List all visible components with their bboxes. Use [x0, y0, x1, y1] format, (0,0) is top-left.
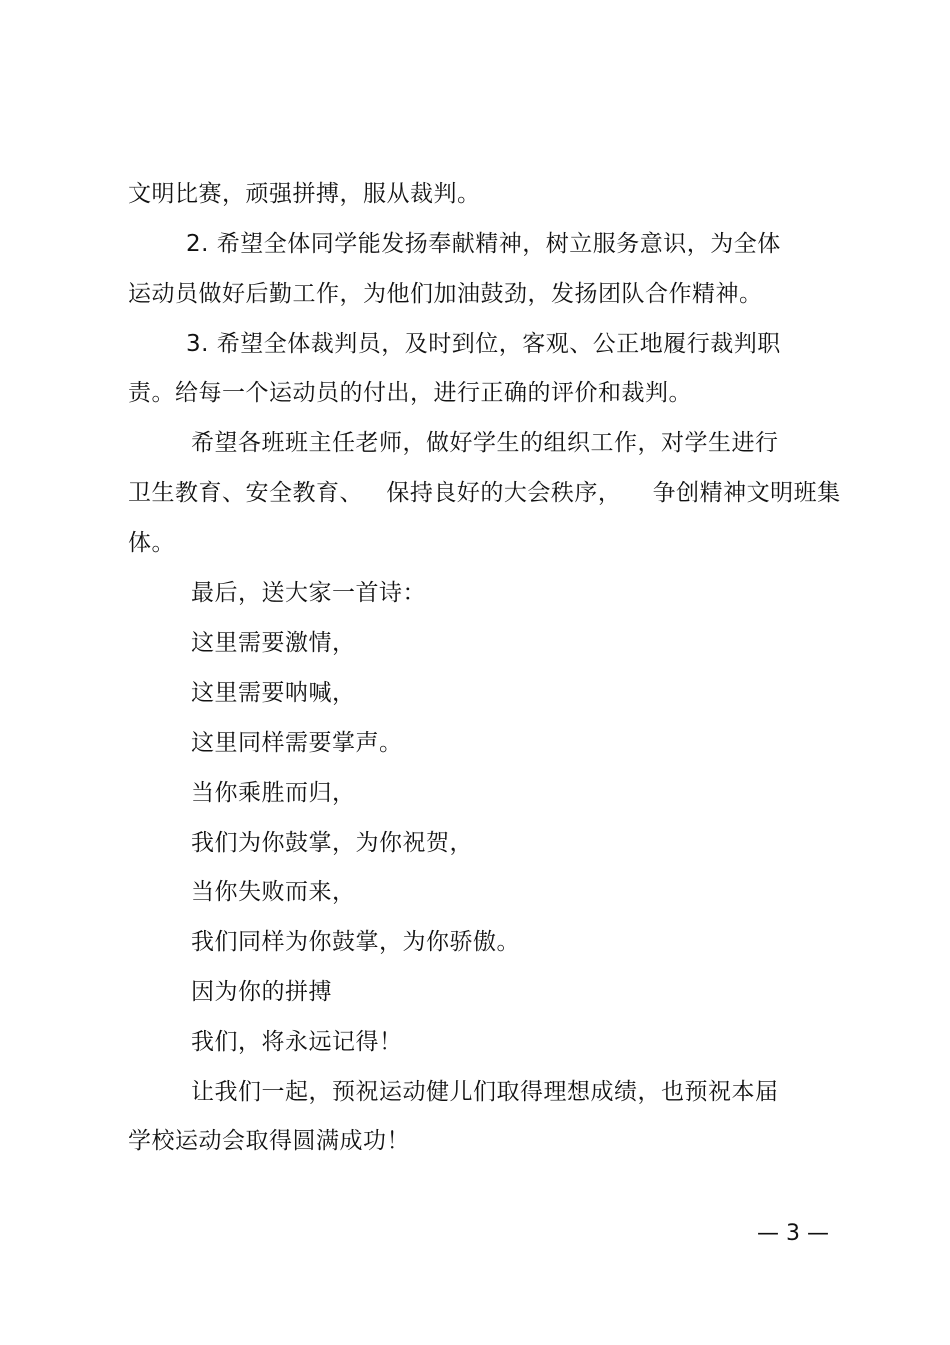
- text-line-3: 运动员做好后勤工作，为他们加油鼓劲，发扬团队合作精神。: [128, 281, 763, 307]
- page-number: — 3 —: [757, 1221, 829, 1246]
- poem-line-1: 这里需要激情，: [191, 630, 356, 656]
- poem-line-7: 我们同样为你鼓掌，为你骄傲。: [191, 929, 520, 955]
- poem-line-4: 当你乘胜而归，: [191, 780, 356, 806]
- text-line-closing-1: 让我们一起，预祝运动健儿们取得理想成绩，也预祝本届: [191, 1079, 779, 1105]
- text-line-7: 卫生教育、安全教育、 保持良好的大会秩序， 争创精神文明班集: [128, 480, 841, 506]
- poem-line-3: 这里同样需要掌声。: [191, 730, 403, 756]
- text-line-6: 希望各班班主任老师，做好学生的组织工作，对学生进行: [191, 430, 779, 456]
- text-line-1: 文明比赛，顽强拼搏，服从裁判。: [128, 181, 481, 207]
- poem-line-9: 我们，将永远记得！: [191, 1029, 403, 1055]
- poem-line-5: 我们为你鼓掌，为你祝贺，: [191, 830, 473, 856]
- text-line-closing-2: 学校运动会取得圆满成功！: [128, 1128, 410, 1154]
- text-line-8: 体。: [128, 530, 175, 556]
- poem-line-2: 这里需要呐喊，: [191, 680, 356, 706]
- text-line-4: 3. 希望全体裁判员，及时到位，客观、公正地履行裁判职: [186, 331, 781, 357]
- text-line-5: 责。给每一个运动员的付出，进行正确的评价和裁判。: [128, 380, 692, 406]
- text-line-9: 最后，送大家一首诗：: [191, 580, 426, 606]
- text-line-2: 2. 希望全体同学能发扬奉献精神，树立服务意识，为全体: [186, 231, 781, 257]
- poem-line-8: 因为你的拼搏: [191, 979, 332, 1005]
- poem-line-6: 当你失败而来，: [191, 879, 356, 905]
